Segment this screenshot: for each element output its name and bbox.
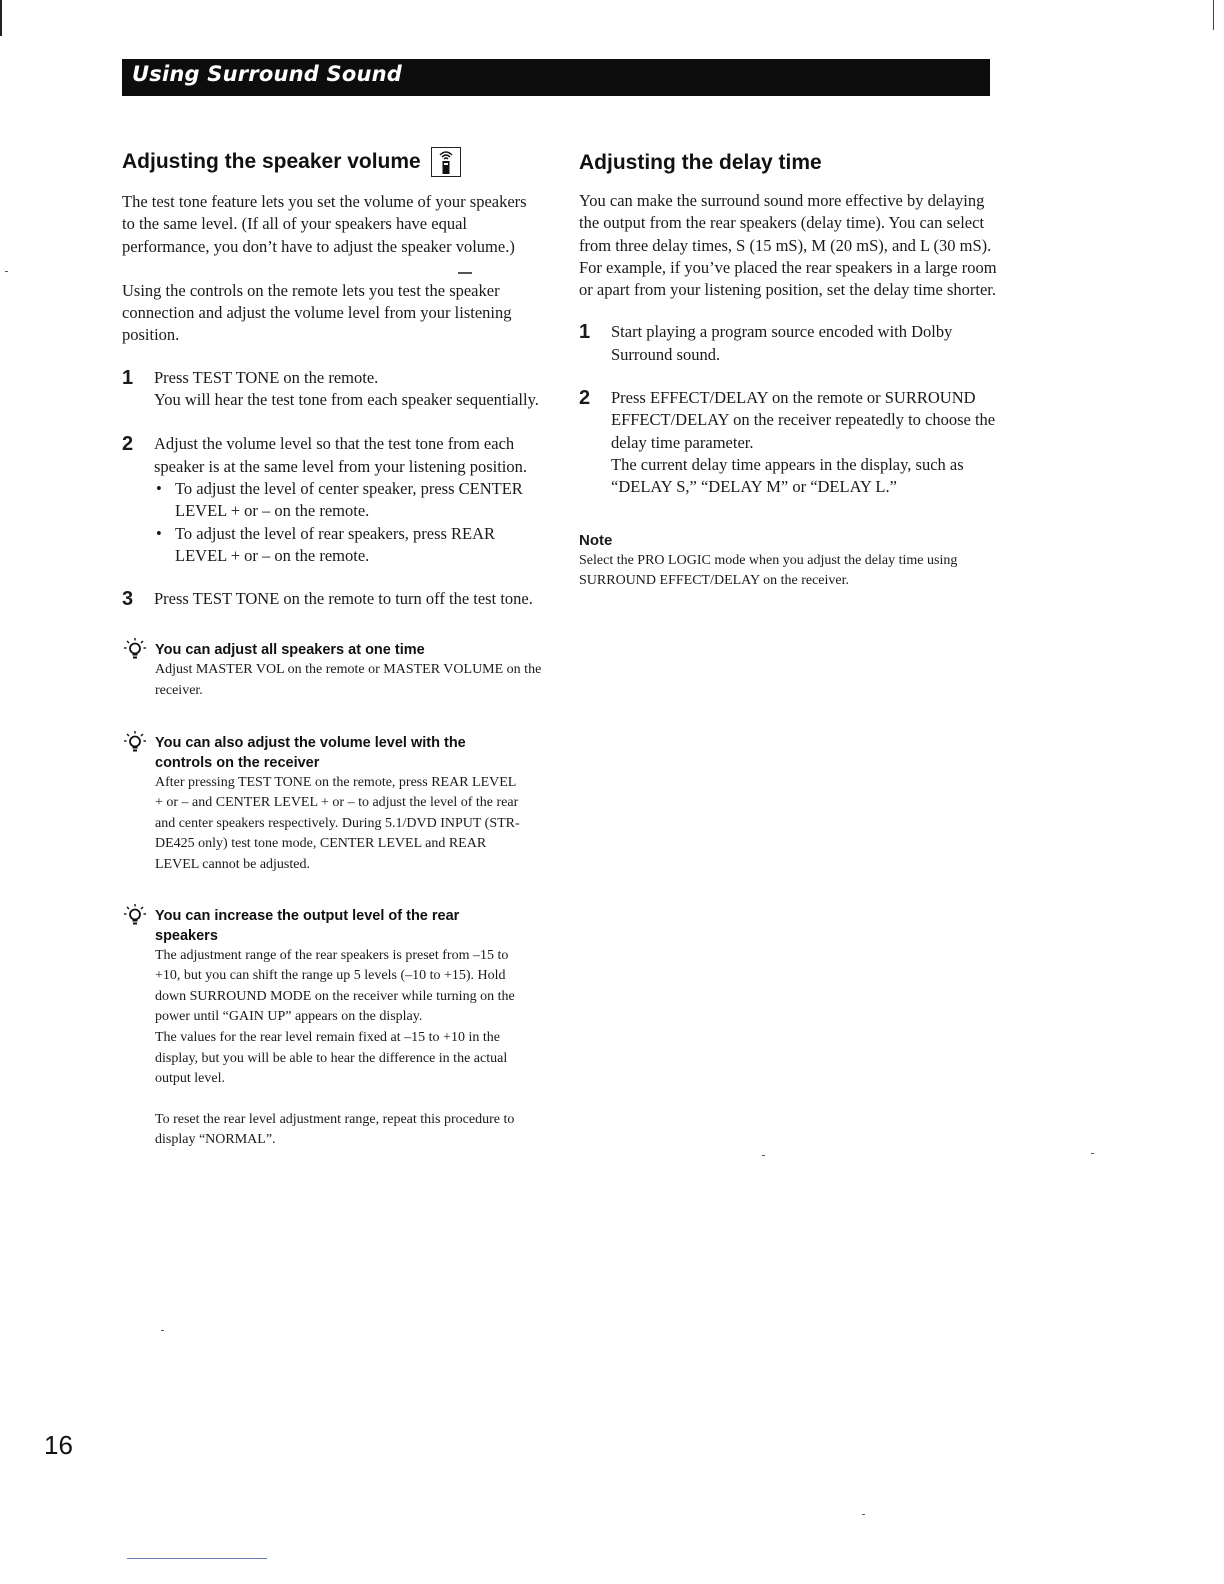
tip-title: You can also adjust the volume level with the controls on the receiver <box>155 734 466 771</box>
volume-step-3 <box>122 588 542 610</box>
scan-speck <box>862 1514 865 1515</box>
step-number: 3 <box>122 588 134 611</box>
tip-body: After pressing TEST TONE on the remote, press REAR LEVEL + or – and CENTER LEVEL + or – to adjust the level of the rear and center speakers respectively. During 5.1/DVD INPUT (STR-DE425 only) test tone mode, CENTER LEVEL and REAR LEVEL cannot be adjusted. <box>155 774 520 873</box>
tip-title: You can increase the output level of the rear speakers <box>155 907 460 944</box>
step-text: Press EFFECT/DELAY on the remote or SURROUND EFFECT/DELAY on the receiver repeatedly to choose the delay time parameter. <box>611 388 996 452</box>
step-number: 2 <box>122 433 134 456</box>
step-number: 1 <box>122 366 134 389</box>
delay-step-1 <box>579 321 999 366</box>
speaker-volume-heading-text: Adjusting the speaker volume <box>122 150 421 173</box>
banner-title: Using Surround Sound <box>132 62 402 86</box>
delay-time-intro: You can make the surround sound more effective by delaying the output from the rear speakers (delay time). You can select from three delay times, S (15 mS), M (20 mS), and L (30 mS). For example, if you’ve placed the rear speakers in a large room or apart from your listening position, set the delay time shorter. <box>579 191 997 300</box>
step-text-detail: The current delay time appears in the display, such as “DELAY S,” “DELAY M” or “DELAY L.” <box>611 454 964 497</box>
tip-rear-output <box>122 906 542 1151</box>
step-number: 2 <box>579 387 591 410</box>
bullet-item: • To adjust the level of rear speakers, press REAR LEVEL + or – on the remote. <box>154 523 542 568</box>
scan-speck <box>5 271 8 272</box>
step-text: Adjust the volume level so that the test tone from each speaker is at the same level from your listening position. <box>154 434 527 476</box>
step-text: Press TEST TONE on the remote to turn off the test tone. <box>154 589 533 609</box>
page-number: 16 <box>44 1430 73 1460</box>
left-column <box>122 147 542 1151</box>
tip-receiver-controls <box>122 733 542 876</box>
tip-body: Adjust MASTER VOL on the remote or MASTER VOLUME on the receiver. <box>155 662 542 699</box>
lightbulb-icon <box>124 638 146 667</box>
tip-body-continued: The values for the rear level remain fixed at –15 to +10 in the display, but you will be able to hear the difference in the actual output level. <box>155 1029 508 1087</box>
scan-speck <box>762 1155 765 1156</box>
volume-step-2 <box>122 433 542 567</box>
note-block <box>579 531 999 592</box>
scan-edge-mark-left <box>0 0 2 36</box>
right-column <box>579 151 999 592</box>
tip-adjust-all <box>122 640 542 701</box>
lightbulb-icon <box>124 904 146 933</box>
volume-step-1 <box>122 367 542 412</box>
note-title: Note <box>579 531 613 549</box>
scan-speck <box>161 1330 164 1331</box>
note-body: Select the PRO LOGIC mode when you adjust the delay time using SURROUND EFFECT/DELAY on the receiver. <box>579 552 958 589</box>
step-text: Press TEST TONE on the remote. <box>154 367 379 387</box>
delay-time-heading: Adjusting the delay time <box>579 151 822 174</box>
lightbulb-icon <box>124 731 146 760</box>
remote-control-icon <box>431 147 461 177</box>
scan-speck <box>1091 1153 1094 1154</box>
step-number: 1 <box>579 321 591 344</box>
speaker-volume-intro: The test tone feature lets you set the volume of your speakers to the same level. (If all of your speakers have equal performance, you don’t have to adjust the speaker volume.) <box>122 192 527 256</box>
section-banner <box>122 59 990 96</box>
step-text-detail: You will hear the test tone from each speaker sequentially. <box>154 390 539 410</box>
tip-title: You can adjust all speakers at one time <box>155 642 425 659</box>
footer-rule <box>127 1558 267 1559</box>
bullet-item: • To adjust the level of center speaker, press CENTER LEVEL + or – on the remote. <box>154 478 542 523</box>
step-text: Start playing a program source encoded with Dolby Surround sound. <box>611 322 953 364</box>
delay-step-2 <box>579 387 999 498</box>
tip-body: The adjustment range of the rear speakers is preset from –15 to +10, but you can shift the range up 5 levels (–10 to +15). Hold down SURROUND MODE on the receiver while turning on the power until “GAIN UP” appears on the display. <box>155 947 515 1025</box>
speaker-volume-heading <box>122 147 542 177</box>
tip-body-reset: To reset the rear level adjustment range, repeat this procedure to display “NORMAL”. <box>155 1111 515 1148</box>
scan-edge-mark-right <box>1213 0 1214 30</box>
step-bullet-list <box>154 478 542 567</box>
scan-speck <box>458 272 472 274</box>
speaker-volume-intro-2: Using the controls on the remote lets you test the speaker connection and adjust the volume level from your listening position. <box>122 280 512 345</box>
